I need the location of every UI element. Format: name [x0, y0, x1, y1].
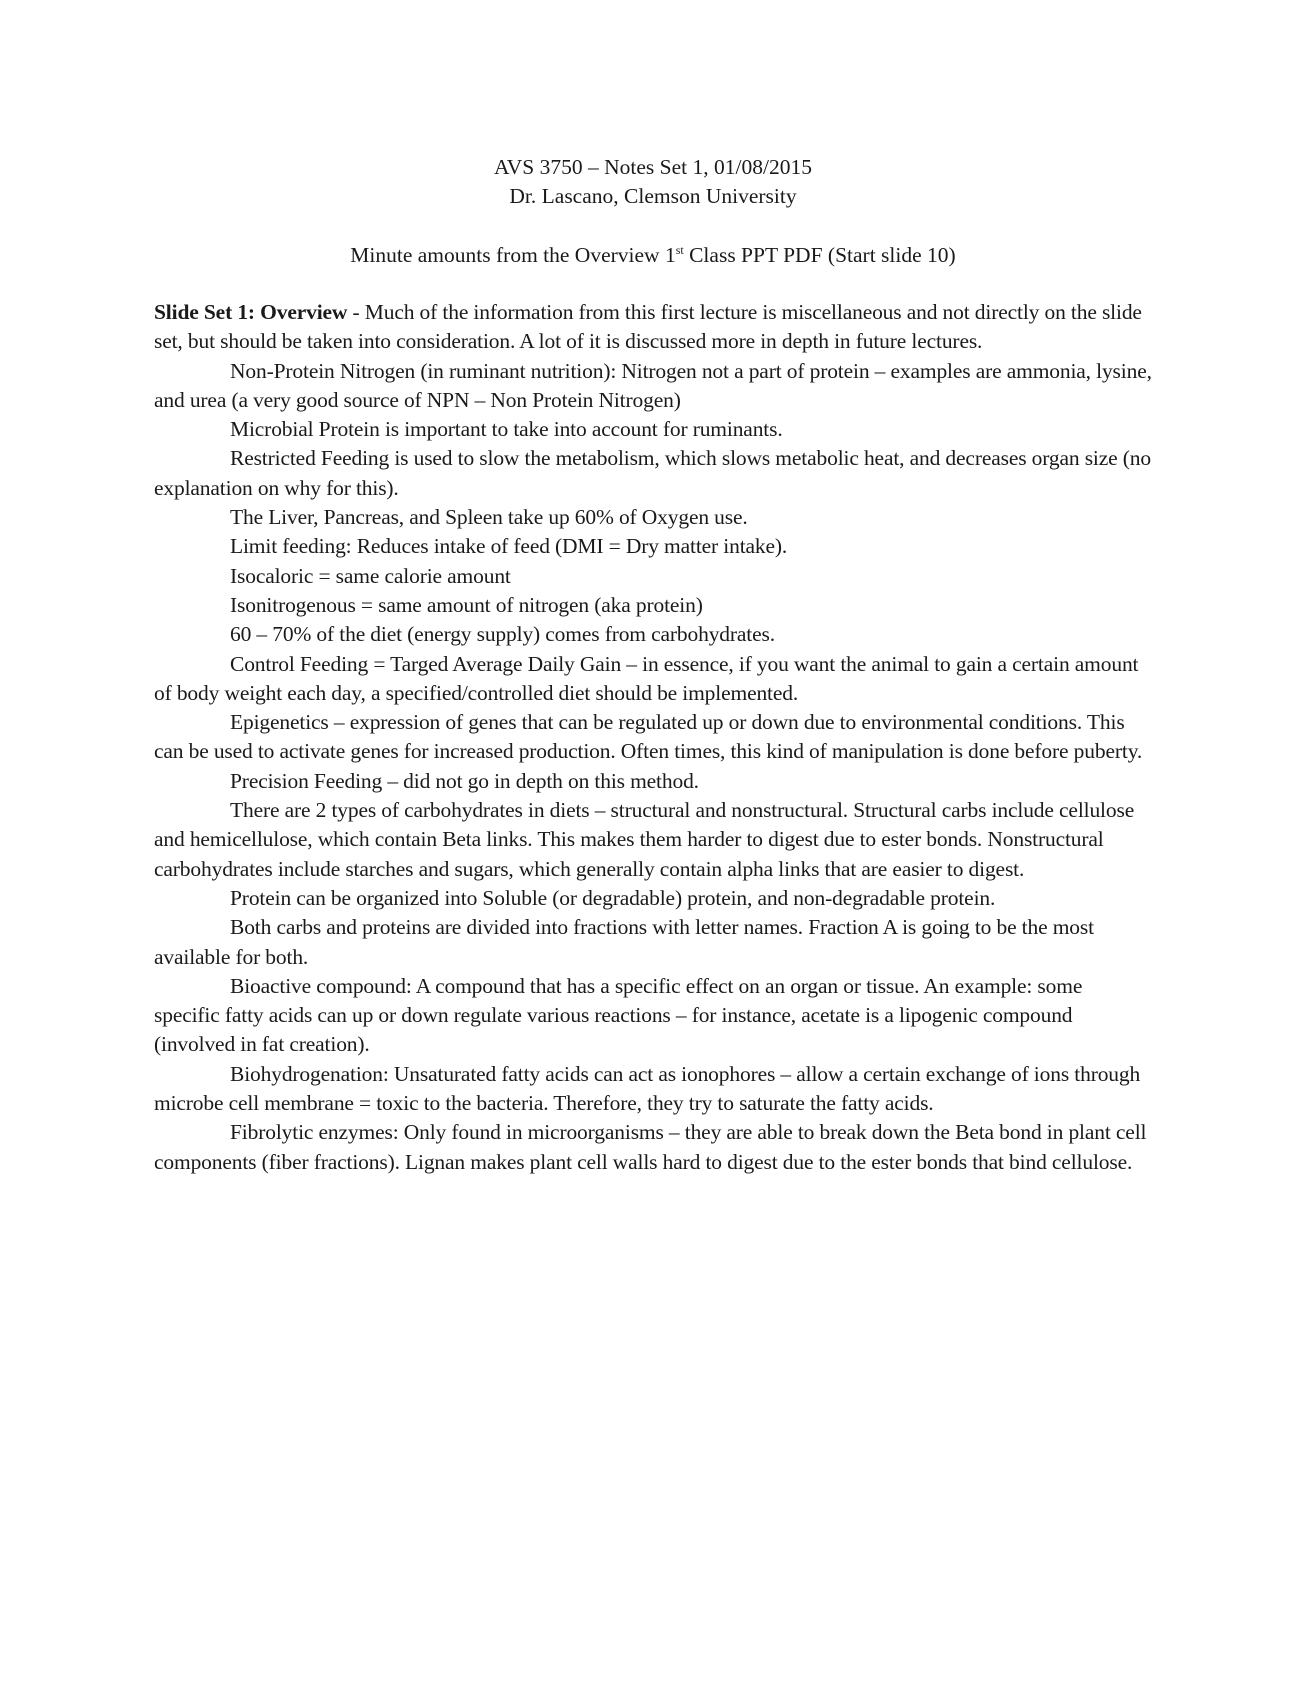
- document-subtitle: [154, 241, 1152, 270]
- note-paragraph: 60 – 70% of the diet (energy supply) comes from carbohydrates.: [230, 622, 775, 647]
- note-paragraph: Biohydrogenation: Unsaturated fatty acids can act as ionophores – allow a certain exchange of ions through microbe cell membrane = toxic to the bacteria. Therefore, they try to saturate the fatty acids.: [154, 1061, 1141, 1116]
- subtitle-text-end: Class PPT PDF (Start slide 10): [683, 243, 956, 267]
- note-paragraph: Both carbs and proteins are divided into fractions with letter names. Fraction A is going to be the most available for both.: [154, 915, 1094, 969]
- note-paragraph: Restricted Feeding is used to slow the metabolism, which slows metabolic heat, and decreases organ size (no explanation on why for this).: [154, 446, 1151, 500]
- section-heading: Slide Set 1: Overview: [154, 300, 348, 324]
- note-paragraph: Control Feeding = Targed Average Daily Gain – in essence, if you want the animal to gain a certain amount of body weight each day, a specified/controlled diet should be implemented.: [154, 651, 1139, 705]
- course-title: AVS 3750 – Notes Set 1, 01/08/2015: [494, 155, 812, 179]
- notes-body: [154, 298, 1152, 1177]
- document-header: [154, 153, 1152, 212]
- note-paragraph: The Liver, Pancreas, and Spleen take up 60% of Oxygen use.: [230, 505, 748, 530]
- intro-paragraph: [154, 298, 1152, 357]
- instructor-line: Dr. Lascano, Clemson University: [509, 184, 797, 209]
- note-paragraph: Precision Feeding – did not go in depth on this method.: [230, 768, 699, 793]
- note-paragraph: Non-Protein Nitrogen (in ruminant nutrition): Nitrogen not a part of protein – examples are ammonia, lysine, and urea (a very good source of NPN – Non Protein Nitrogen): [154, 358, 1152, 412]
- subtitle-ordinal: st: [675, 242, 684, 257]
- note-paragraph: Fibrolytic enzymes: Only found in microorganisms – they are able to break down the Beta bond in plant cell components (fiber fractions). Lignan makes plant cell walls hard to digest due to the ester bonds that bind cellulose.: [154, 1120, 1147, 1174]
- intro-text: - Much of the information from this first lecture is miscellaneous and not directly on the slide set, but should be taken into consideration. A lot of it is discussed more in depth in future lectures.: [154, 300, 1142, 354]
- note-paragraph: Protein can be organized into Soluble (or degradable) protein, and non-degradable protein.: [230, 885, 996, 910]
- note-paragraph: Microbial Protein is important to take into account for ruminants.: [230, 417, 783, 442]
- note-paragraph: There are 2 types of carbohydrates in diets – structural and nonstructural. Structural carbs include cellulose and hemicellulose, which contain Beta links. This makes them harder to digest due to ester bonds. Nonstructural carbohydrates include starches and sugars, which generally contain alpha links that are easier to digest.: [154, 798, 1135, 881]
- note-paragraph: Isonitrogenous = same amount of nitrogen (aka protein): [230, 592, 703, 617]
- note-paragraph: Isocaloric = same calorie amount: [230, 563, 511, 588]
- note-paragraph: Bioactive compound: A compound that has a specific effect on an organ or tissue. An example: some specific fatty acids can up or down regulate various reactions – for instance, acetate is a lipogenic compound (involved in fat creation).: [154, 973, 1083, 1057]
- note-paragraph: Limit feeding: Reduces intake of feed (DMI = Dry matter intake).: [230, 534, 788, 559]
- note-paragraph: Epigenetics – expression of genes that can be regulated up or down due to environmental conditions. This can be used to activate genes for increased production. Often times, this kind of manipulation is done before puberty.: [154, 710, 1143, 764]
- subtitle-text: Minute amounts from the Overview 1: [350, 243, 676, 267]
